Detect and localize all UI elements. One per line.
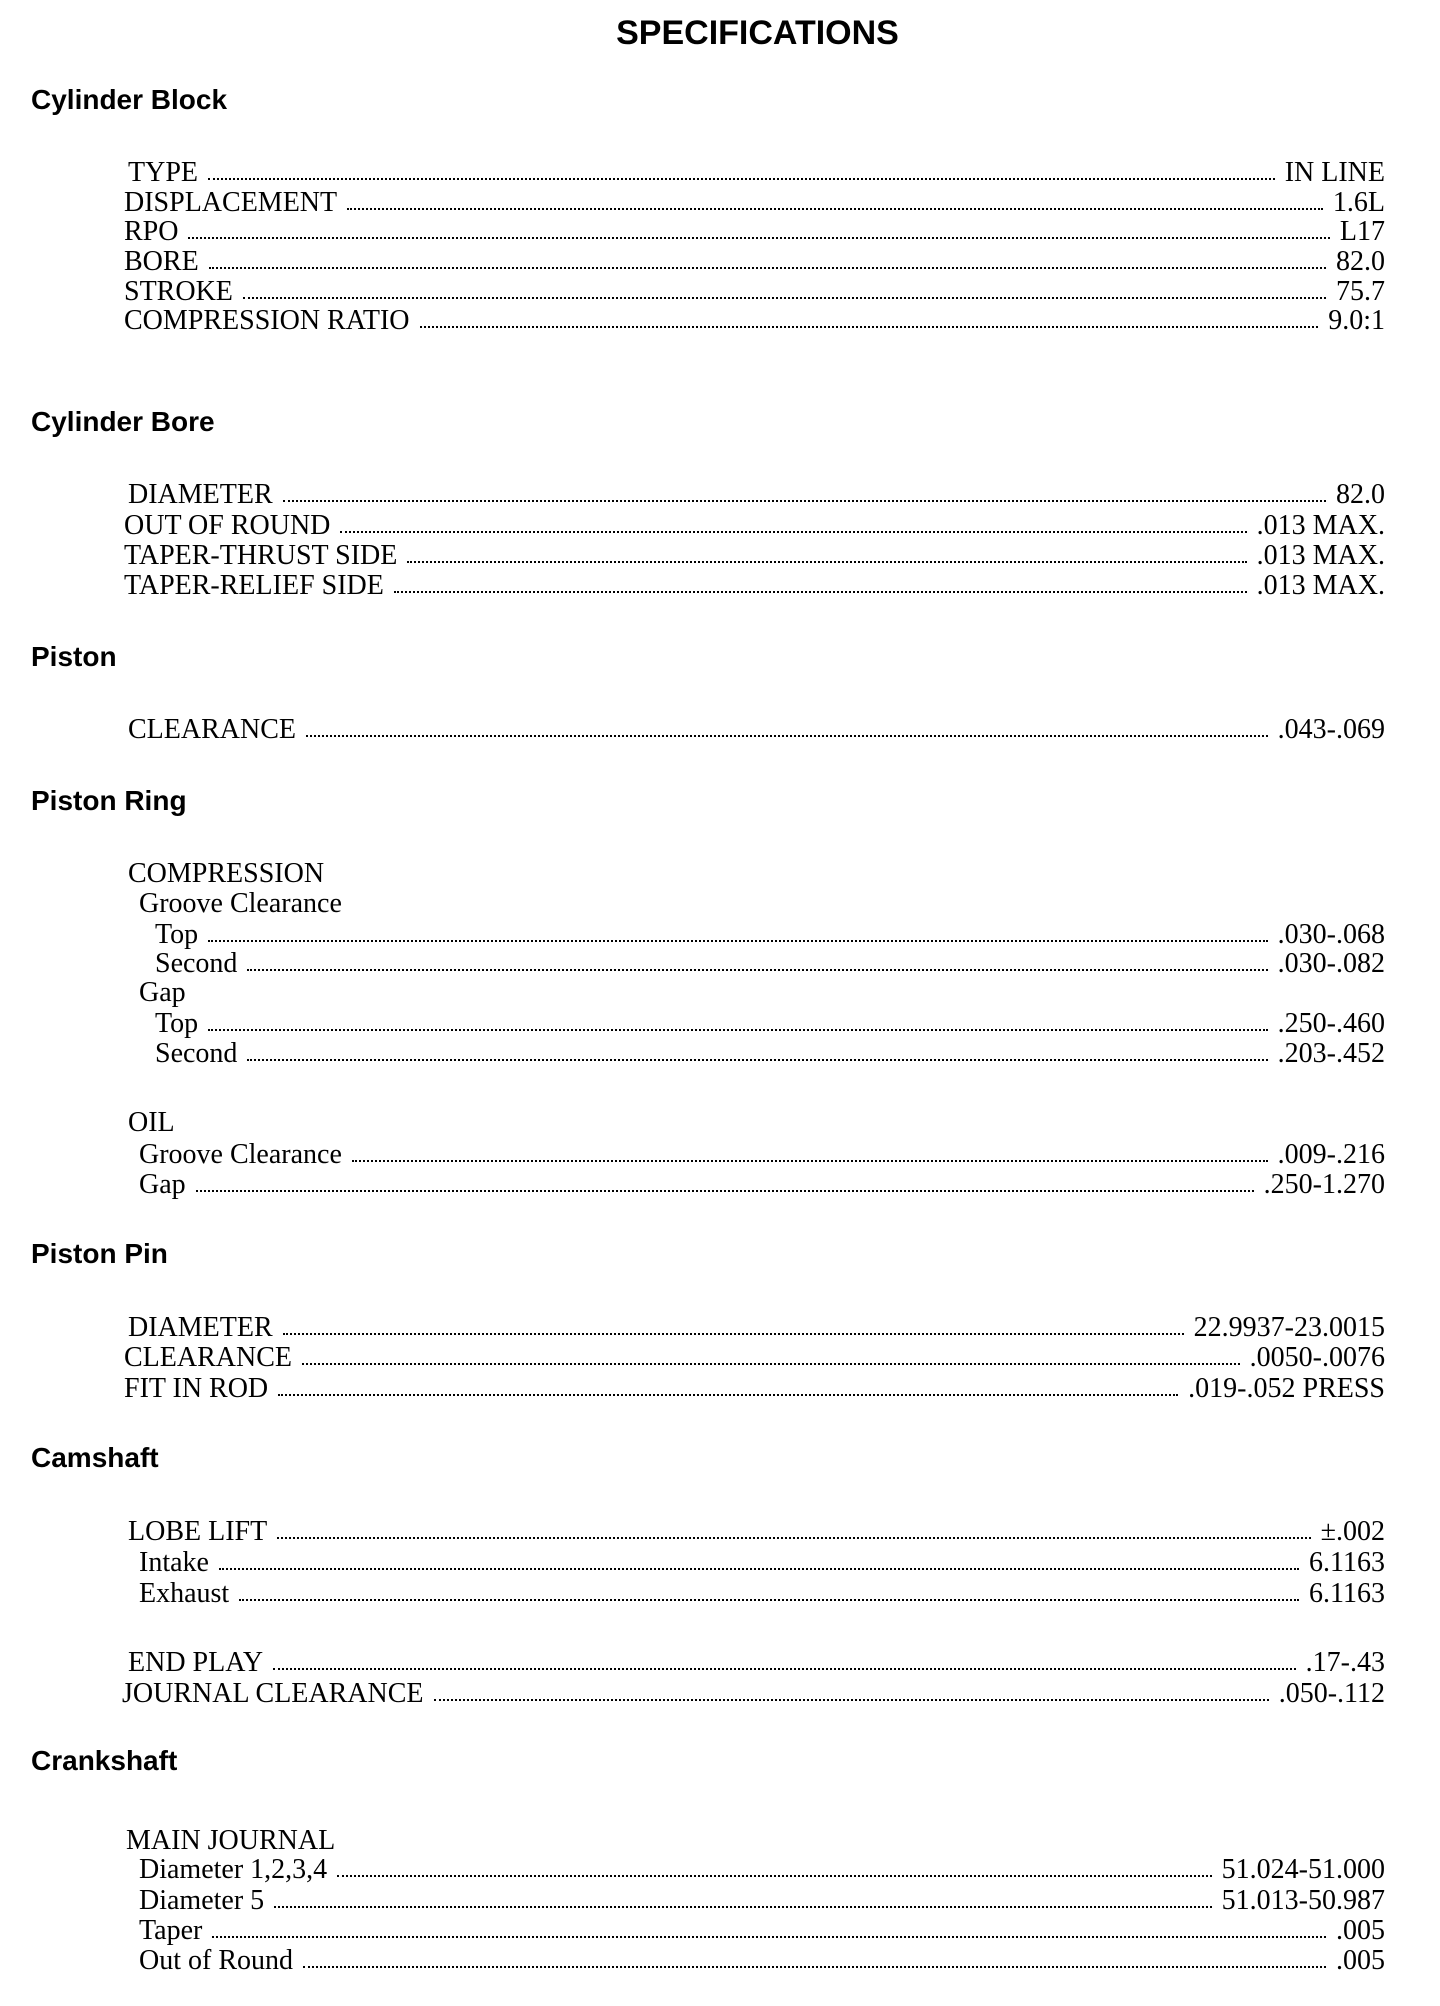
dot-leader — [239, 1599, 1299, 1601]
dot-leader — [196, 1190, 1254, 1192]
spec-value: ±.002 — [1320, 1516, 1385, 1547]
spec-row — [128, 1108, 175, 1138]
dot-leader — [303, 1966, 1326, 1968]
dot-leader — [283, 500, 1326, 502]
section-heading: Piston — [31, 641, 117, 672]
spec-value: .050-.112 — [1278, 1678, 1385, 1709]
spec-row — [139, 1916, 1385, 1946]
dot-leader — [340, 531, 1246, 533]
spec-row — [124, 1374, 1385, 1404]
spec-row — [124, 571, 1385, 601]
spec-label: Top — [155, 1008, 199, 1039]
spec-label: OIL — [128, 1107, 175, 1138]
spec-label: Groove Clearance — [139, 888, 342, 919]
spec-value: 82.0 — [1336, 479, 1385, 510]
spec-row — [139, 1855, 1385, 1885]
spec-value: 22.9937-23.0015 — [1193, 1312, 1385, 1343]
spec-value: L17 — [1339, 216, 1385, 247]
section-heading: Camshaft — [31, 1442, 159, 1473]
dot-leader — [306, 735, 1268, 737]
spec-value: .009-.216 — [1277, 1139, 1385, 1170]
spec-label: STROKE — [124, 276, 233, 307]
dot-leader — [352, 1160, 1268, 1162]
spec-value: .030-.082 — [1277, 948, 1385, 979]
dot-leader — [212, 1936, 1326, 1938]
spec-label: DISPLACEMENT — [124, 187, 338, 218]
spec-row — [128, 480, 1385, 510]
spec-label: DIAMETER — [128, 1312, 273, 1343]
spec-label: TYPE — [128, 157, 198, 188]
spec-label: CLEARANCE — [128, 714, 296, 745]
spec-row — [124, 277, 1385, 307]
spec-value: 6.1163 — [1309, 1547, 1385, 1578]
dot-leader — [247, 969, 1267, 971]
spec-row — [124, 188, 1385, 218]
dot-leader — [407, 561, 1246, 563]
spec-row — [128, 859, 324, 889]
section-heading: Crankshaft — [31, 1745, 178, 1776]
spec-row — [139, 1886, 1385, 1916]
dot-leader — [394, 591, 1247, 593]
section-heading: Cylinder Bore — [31, 406, 215, 437]
dot-leader — [219, 1568, 1299, 1570]
spec-label: COMPRESSION RATIO — [124, 305, 410, 336]
spec-value: .250-1.270 — [1263, 1169, 1385, 1200]
spec-label: Gap — [139, 1169, 186, 1200]
spec-value: 75.7 — [1336, 276, 1385, 307]
spec-label: DIAMETER — [128, 479, 273, 510]
spec-label: END PLAY — [128, 1647, 264, 1678]
spec-label: Top — [155, 919, 199, 950]
spec-label: COMPRESSION — [128, 858, 325, 889]
spec-value: 1.6L — [1332, 187, 1385, 218]
spec-value: .030-.068 — [1277, 919, 1385, 950]
spec-row — [124, 217, 1385, 247]
spec-row — [139, 889, 342, 919]
spec-value: 51.013-50.987 — [1221, 1885, 1385, 1916]
dot-leader — [188, 237, 1329, 239]
spec-row — [124, 247, 1385, 277]
dot-leader — [208, 178, 1275, 180]
dot-leader — [273, 1668, 1296, 1670]
spec-label: TAPER-THRUST SIDE — [124, 540, 398, 571]
spec-value: .013 MAX. — [1256, 540, 1385, 571]
spec-label: RPO — [124, 216, 179, 247]
spec-label: Groove Clearance — [139, 1139, 342, 1170]
dot-leader — [277, 1537, 1310, 1539]
spec-row — [122, 1679, 1385, 1709]
spec-row — [128, 1313, 1385, 1343]
spec-value: IN LINE — [1284, 157, 1385, 188]
spec-value: .0050-.0076 — [1249, 1342, 1385, 1373]
dot-leader — [243, 297, 1326, 299]
dot-leader — [434, 1699, 1269, 1701]
spec-value: 51.024-51.000 — [1221, 1854, 1385, 1885]
spec-row — [155, 1009, 1385, 1039]
spec-value: .013 MAX. — [1256, 510, 1385, 541]
spec-row — [124, 511, 1385, 541]
dot-leader — [337, 1875, 1212, 1877]
dot-leader — [209, 267, 1326, 269]
spec-row — [128, 1517, 1385, 1547]
dot-leader — [278, 1394, 1178, 1396]
spec-row — [139, 1140, 1385, 1170]
spec-row — [139, 1946, 1385, 1976]
section-heading: Piston Pin — [31, 1238, 168, 1269]
dot-leader — [208, 940, 1268, 942]
spec-row — [139, 978, 186, 1008]
spec-row — [124, 306, 1385, 336]
spec-value: .17-.43 — [1305, 1647, 1385, 1678]
spec-label: TAPER-RELIEF SIDE — [124, 570, 384, 601]
spec-value: .013 MAX. — [1256, 570, 1385, 601]
spec-value: 82.0 — [1336, 246, 1385, 277]
dot-leader — [420, 326, 1319, 328]
page-title: SPECIFICATIONS — [616, 14, 899, 52]
spec-value: 6.1163 — [1309, 1578, 1385, 1609]
spec-label: OUT OF ROUND — [124, 510, 331, 541]
spec-row — [155, 920, 1385, 950]
spec-row — [124, 541, 1385, 571]
spec-label: Taper — [139, 1915, 203, 1946]
spec-value: .005 — [1336, 1915, 1385, 1946]
spec-label: Exhaust — [139, 1578, 230, 1609]
spec-value: 9.0:1 — [1328, 305, 1385, 336]
spec-row — [139, 1548, 1385, 1578]
dot-leader — [283, 1333, 1184, 1335]
spec-value: .005 — [1336, 1945, 1385, 1976]
spec-row — [128, 1648, 1385, 1678]
spec-row — [126, 1826, 335, 1856]
spec-label: CLEARANCE — [124, 1342, 292, 1373]
dot-leader — [347, 208, 1323, 210]
spec-label: Second — [155, 948, 238, 979]
spec-label: LOBE LIFT — [128, 1516, 268, 1547]
spec-label: Gap — [139, 977, 186, 1008]
section-heading: Piston Ring — [31, 785, 187, 816]
spec-value: .043-.069 — [1277, 714, 1385, 745]
dot-leader — [247, 1059, 1267, 1061]
spec-row — [155, 949, 1385, 979]
dot-leader — [274, 1906, 1212, 1908]
dot-leader — [302, 1363, 1240, 1365]
spec-row — [128, 158, 1385, 188]
spec-row — [139, 1170, 1385, 1200]
spec-label: Diameter 1,2,3,4 — [139, 1854, 328, 1885]
spec-row — [124, 1343, 1385, 1373]
spec-label: MAIN JOURNAL — [126, 1825, 336, 1856]
spec-label: JOURNAL CLEARANCE — [122, 1678, 424, 1709]
spec-label: FIT IN ROD — [124, 1373, 269, 1404]
spec-label: Second — [155, 1038, 238, 1069]
spec-label: Intake — [139, 1547, 209, 1578]
dot-leader — [208, 1029, 1268, 1031]
spec-value: .019-.052 PRESS — [1188, 1373, 1385, 1404]
spec-label: Diameter 5 — [139, 1885, 265, 1916]
spec-value: .250-.460 — [1277, 1008, 1385, 1039]
spec-row — [155, 1039, 1385, 1069]
spec-value: .203-.452 — [1277, 1038, 1385, 1069]
spec-row — [128, 715, 1385, 745]
spec-row — [139, 1579, 1385, 1609]
section-heading: Cylinder Block — [31, 84, 228, 115]
spec-label: Out of Round — [139, 1945, 293, 1976]
spec-label: BORE — [124, 246, 199, 277]
